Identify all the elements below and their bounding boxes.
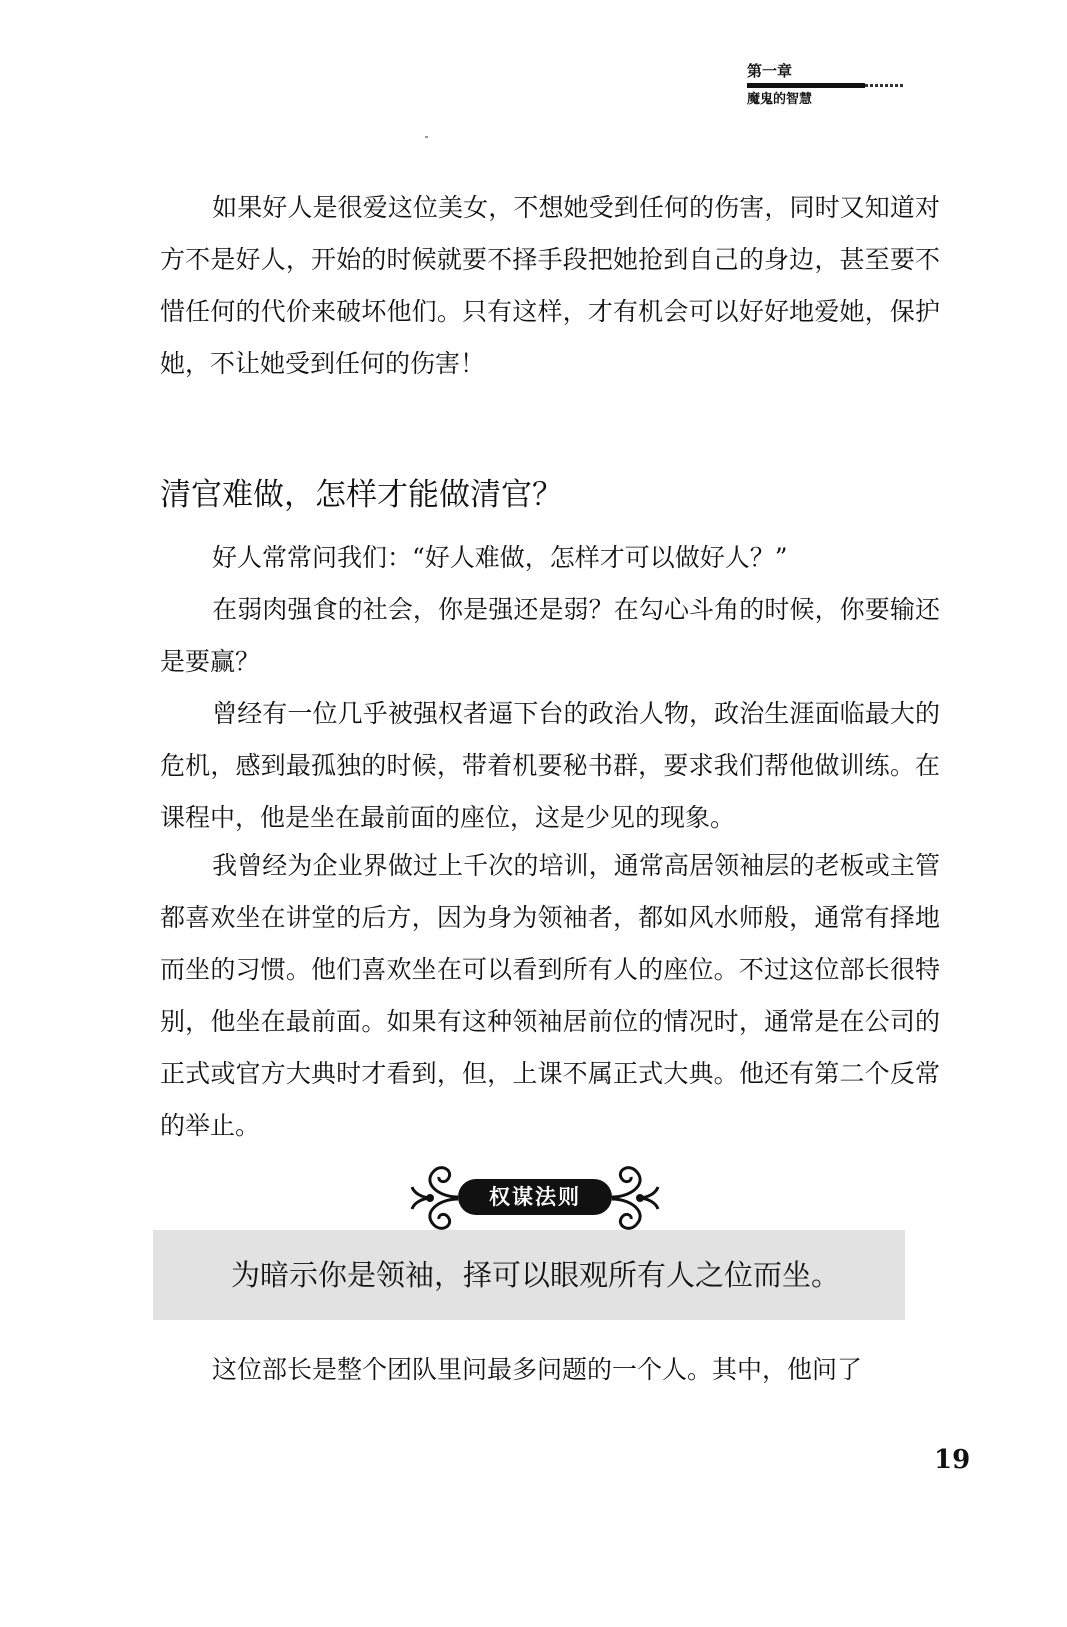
paragraph-1 [160,182,940,390]
paragraph-5 [160,840,940,1152]
paragraph-text: 在弱肉强食的社会，你是强还是弱？在勾心斗角的时候，你要输还是要赢？ [160,595,940,676]
running-header [747,62,897,108]
stray-dot [425,136,428,138]
section-heading: 清官难做，怎样才能做清官？ [160,477,563,513]
paragraph-2 [160,532,940,584]
page-number: 19 [934,1445,971,1475]
paragraph-4 [160,688,940,844]
badge-label: 权谋法则 [458,1179,612,1215]
paragraph-6 [160,1344,940,1396]
paragraph-text: 这位部长是整个团队里问最多问题的一个人。其中，他问了 [212,1355,863,1384]
chapter-label: 第一章 [747,62,793,80]
paragraph-text: 曾经有一位几乎被强权者逼下台的政治人物，政治生涯面临最大的危机，感到最孤独的时候，带着机要秘书群，要求我们帮他做训练。在课程中，他是坐在最前面的座位，这是少见的现象。 [160,699,940,832]
chapter-subtitle: 魔鬼的智慧 [747,92,813,107]
rule-box [153,1230,905,1320]
header-rule [747,83,865,88]
paragraph-text: 好人常常问我们：“好人难做，怎样才可以做好人？” [212,543,788,572]
rule-badge [408,1163,662,1233]
paragraph-text: 如果好人是很爱这位美女，不想她受到任何的伤害，同时又知道对方不是好人，开始的时候就要不择手段把她抢到自己的身边，甚至要不惜任何的代价来破坏他们。只有这样，才有机会可以好好地爱她，保护她，不让她受到任何的伤害！ [160,193,940,378]
paragraph-text: 我曾经为企业界做过上千次的培训，通常高居领袖层的老板或主管都喜欢坐在讲堂的后方，因为身为领袖者，都如风水师般，通常有择地而坐的习惯。他们喜欢坐在可以看到所有人的座位。不过这位部长很特别，他坐在最前面。如果有这种领袖居前位的情况时，通常是在公司的正式或官方大典时才看到，但，上课不属正式大典。他还有第二个反常的举止。 [160,851,940,1140]
paragraph-3 [160,584,940,688]
rule-text: 为暗示你是领袖，择可以眼观所有人之位而坐。 [231,1258,841,1292]
